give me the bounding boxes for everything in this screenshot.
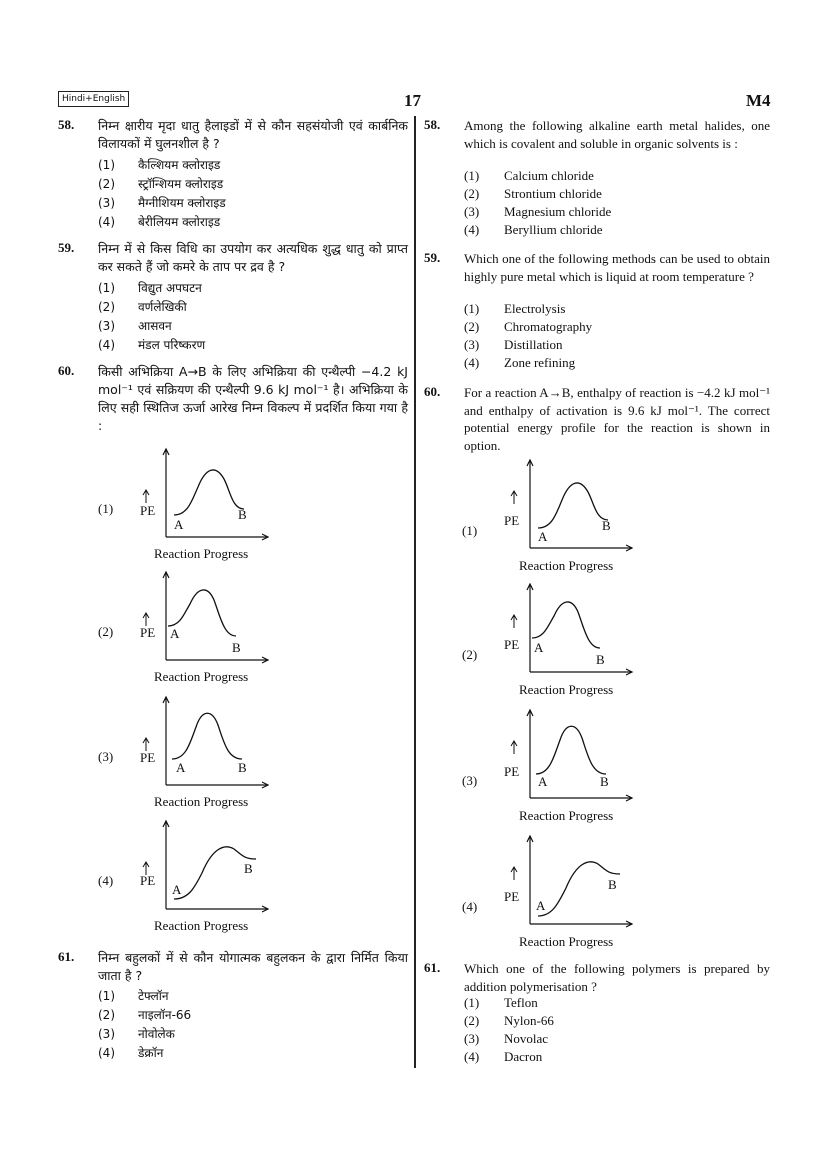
question-number: 60. [424, 384, 441, 399]
question-number: 58. [424, 117, 441, 132]
option-label: (4) [462, 899, 478, 914]
energy-profile-2 [136, 568, 276, 668]
question-number: 61. [424, 960, 441, 975]
option-2: (2) Strontium chloride [464, 186, 602, 201]
question-number: 60. [58, 363, 75, 378]
product-label: B [608, 877, 617, 892]
reactant-label: A [538, 529, 548, 544]
question-text: निम्न बहुलकों में से कौन योगात्मक बहुलकन के द्वारा निर्मित किया जाता है ? [98, 950, 408, 983]
option-4: (4) Zone refining [464, 355, 576, 370]
x-axis-label: Reaction Progress [154, 794, 249, 809]
option-label: (2) [98, 624, 114, 639]
option-1: (1) Teflon [464, 995, 538, 1010]
hindi-q60-option-2 [96, 568, 396, 688]
y-axis-label: PE [504, 637, 520, 652]
energy-profile-1 [500, 456, 640, 556]
options-list [464, 300, 592, 372]
english-q60-option-3 [460, 706, 760, 826]
product-label: B [238, 507, 247, 522]
product-label: B [602, 518, 611, 533]
y-axis-label: PE [140, 503, 156, 518]
option-label: (2) [462, 647, 478, 662]
x-axis-label: Reaction Progress [154, 546, 249, 561]
hindi-q60-option-3 [96, 693, 396, 813]
x-axis-label: Reaction Progress [519, 682, 614, 697]
hindi-q60-option-1 [96, 445, 396, 565]
reactant-label: A [170, 626, 180, 641]
energy-profile-4 [136, 817, 276, 917]
energy-profile-3 [500, 706, 640, 806]
option-3: (3) नोवोलेक [98, 1027, 175, 1041]
question-text: For a reaction A→B, enthalpy of reaction is −4.2 kJ mol⁻¹ and enthalpy of activation is 9.6 kJ mol⁻¹. The correct potential energy profile for the reaction is shown in option. [464, 385, 770, 453]
question-text: किसी अभिक्रिया A→B के लिए अभिक्रिया की एन्थैल्पी −4.2 kJ mol⁻¹ एवं सक्रियण की एन्थैल्पी 9.6 kJ mol⁻¹ है। अभिक्रिया के लिए सही स्थितिज ऊर्जा आरेख निम्न विकल्प में प्रदर्शित किया गया है : [98, 364, 408, 433]
y-axis-label: PE [140, 750, 156, 765]
reactant-label: A [172, 882, 182, 897]
y-axis-label: PE [140, 873, 156, 888]
reactant-label: A [534, 640, 544, 655]
x-axis-label: Reaction Progress [154, 918, 249, 933]
hindi-q60-option-4 [96, 817, 396, 937]
option-3: (3) Distillation [464, 337, 563, 352]
product-label: B [232, 640, 241, 655]
options-list [98, 279, 205, 355]
language-badge: Hindi+English [58, 91, 129, 107]
english-q60-option-2 [460, 580, 760, 700]
question-number: 59. [58, 240, 75, 255]
x-axis-label: Reaction Progress [519, 808, 614, 823]
reactant-label: A [536, 898, 546, 913]
options-list [464, 994, 554, 1066]
option-3: (3) आसवन [98, 319, 172, 333]
reactant-label: A [176, 760, 186, 775]
y-axis-label: PE [504, 513, 520, 528]
paper-code: M4 [746, 91, 771, 110]
x-axis-label: Reaction Progress [519, 934, 614, 949]
option-2: (2) Chromatography [464, 319, 593, 334]
option-label: (3) [98, 749, 114, 764]
page-number: 17 [404, 91, 421, 110]
english-q60-option-1 [460, 456, 760, 576]
option-label: (1) [98, 501, 114, 516]
product-label: B [600, 774, 609, 789]
energy-profile-2 [500, 580, 640, 680]
option-label: (3) [462, 773, 478, 788]
question-text: Which one of the following polymers is prepared by addition polymerisation ? [464, 961, 770, 994]
option-4: (4) डेक्रॉन [98, 1046, 164, 1060]
option-4: (4) Beryllium chloride [464, 222, 603, 237]
y-axis-label: PE [504, 889, 520, 904]
question-number: 59. [424, 250, 441, 265]
options-list [98, 987, 191, 1063]
question-text: Among the following alkaline earth metal halides, one which is covalent and soluble in organic solvents is : [464, 118, 770, 151]
option-1: (1) कैल्शियम क्लोराइड [98, 158, 221, 172]
question-text: Which one of the following methods can be used to obtain highly pure metal which is liquid at room temperature ? [464, 251, 770, 284]
product-label: B [244, 861, 253, 876]
options-list [98, 156, 226, 232]
option-4: (4) बेरीलियम क्लोराइड [98, 215, 221, 229]
option-3: (3) मैग्नीशियम क्लोराइड [98, 196, 226, 210]
option-2: (2) वर्णलेखिकी [98, 300, 187, 314]
reactant-label: A [174, 517, 184, 532]
option-2: (2) Nylon-66 [464, 1013, 554, 1028]
product-label: B [238, 760, 247, 775]
option-1: (1) टेफ्लॉन [98, 989, 169, 1003]
question-text: निम्न क्षारीय मृदा धातु हैलाइडों में से कौन सहसंयोजी एवं कार्बनिक विलायकों में घुलनशील है ? [98, 118, 408, 151]
x-axis-label: Reaction Progress [154, 669, 249, 684]
option-1: (1) Electrolysis [464, 301, 566, 316]
question-number: 58. [58, 117, 75, 132]
energy-profile-1 [136, 445, 276, 545]
question-text: निम्न में से किस विधि का उपयोग कर अत्यधिक शुद्ध धातु को प्राप्त कर सकते हैं जो कमरे के ताप पर द्रव है ? [98, 241, 408, 274]
reactant-label: A [538, 774, 548, 789]
energy-profile-4 [500, 832, 640, 932]
option-2: (2) स्ट्रॉन्शियम क्लोराइड [98, 177, 224, 191]
y-axis-label: PE [504, 764, 520, 779]
option-3: (3) Magnesium chloride [464, 204, 612, 219]
option-1: (1) विद्युत अपघटन [98, 281, 202, 295]
option-4: (4) Dacron [464, 1049, 543, 1064]
option-4: (4) मंडल परिष्करण [98, 338, 206, 352]
question-number: 61. [58, 949, 75, 964]
energy-profile-3 [136, 693, 276, 793]
column-divider [414, 116, 416, 1068]
option-2: (2) नाइलॉन-66 [98, 1008, 192, 1022]
x-axis-label: Reaction Progress [519, 558, 614, 573]
option-1: (1) Calcium chloride [464, 168, 594, 183]
english-q60-option-4 [460, 832, 760, 952]
option-label: (4) [98, 873, 114, 888]
options-list [464, 167, 611, 239]
y-axis-label: PE [140, 625, 156, 640]
option-label: (1) [462, 523, 478, 538]
option-3: (3) Novolac [464, 1031, 549, 1046]
product-label: B [596, 652, 605, 667]
